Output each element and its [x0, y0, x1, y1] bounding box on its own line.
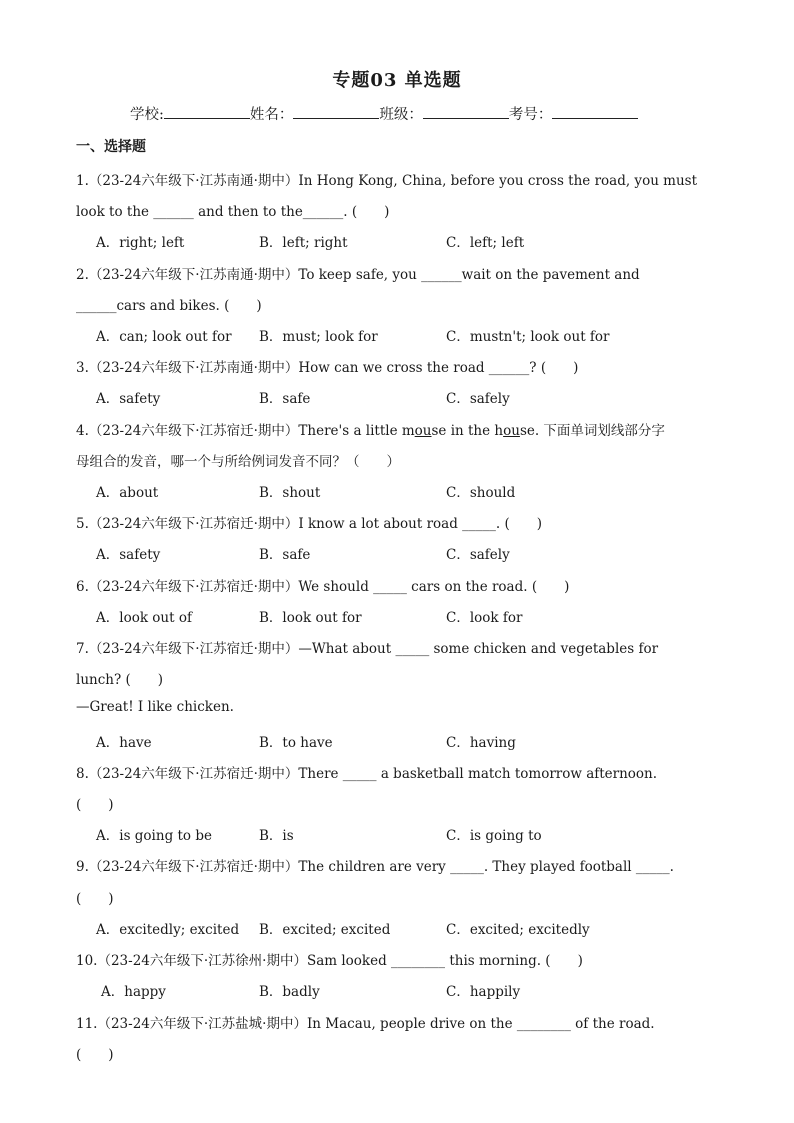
question-6-line-1: 6.（23-24六年级下·江苏宿迁·期中）We should _____ cars on the road. ( )	[76, 579, 570, 595]
question-4-option-b[interactable]: B．shout	[259, 485, 321, 501]
question-11-line-1: 11.（23-24六年级下·江苏盐城·期中）In Macau, people drive on the ________ of the road.	[76, 1016, 655, 1032]
question-2-option-b[interactable]: B．must; look for	[259, 329, 378, 345]
question-6-option-a[interactable]: A．look out of	[96, 610, 192, 626]
question-8-line-1: 8.（23-24六年级下·江苏宿迁·期中）There _____ a basketball match tomorrow afternoon.	[76, 766, 658, 782]
question-6-option-b[interactable]: B．look out for	[259, 610, 362, 626]
question-5-line-1: 5.（23-24六年级下·江苏宿迁·期中）I know a lot about road _____. ( )	[76, 516, 543, 532]
underlined-letters: ou	[414, 423, 432, 439]
question-4-line-2: 母组合的发音，哪一个与所给例词发音不同？（ ）	[76, 454, 400, 470]
question-8-line-2: ( )	[76, 797, 114, 813]
question-1-line-1: 1.（23-24六年级下·江苏南通·期中）In Hong Kong, China, before you cross the road, you must	[76, 173, 698, 189]
section-heading: 一、选择题	[76, 139, 146, 155]
page-title: 专题03 单选题	[332, 70, 462, 91]
question-1-option-a[interactable]: A．right; left	[96, 235, 185, 251]
question-11-line-2: ( )	[76, 1047, 114, 1063]
question-3-option-a[interactable]: A．safety	[96, 391, 161, 407]
question-9-line-1: 9.（23-24六年级下·江苏宿迁·期中）The children are very _____. They played football _____.	[76, 859, 674, 875]
question-2-line-2: ______cars and bikes. ( )	[76, 298, 262, 314]
question-2-option-c[interactable]: C．mustn't; look out for	[446, 329, 610, 345]
question-5-option-a[interactable]: A．safety	[96, 547, 161, 563]
question-2-option-a[interactable]: A．can; look out for	[96, 329, 232, 345]
question-4-text-part: se. 下面单词划线部分字	[519, 423, 665, 439]
underlined-letters: ou	[503, 423, 520, 439]
id-label: 考号：	[508, 107, 553, 123]
question-8-option-b[interactable]: B．is	[259, 828, 294, 844]
question-7-option-c[interactable]: C．having	[446, 735, 516, 751]
question-3-line-1: 3.（23-24六年级下·江苏南通·期中）How can we cross the road ______? ( )	[76, 360, 579, 376]
question-1-line-2: look to the ______ and then to the______. ( )	[76, 204, 390, 220]
question-9-option-a[interactable]: A．excitedly; excited	[96, 922, 240, 938]
question-7-line-3: —Great! I like chicken.	[76, 699, 234, 715]
question-9-line-2: ( )	[76, 891, 114, 907]
question-3-option-c[interactable]: C．safely	[446, 391, 510, 407]
question-8-option-c[interactable]: C．is going to	[446, 828, 542, 844]
question-7-option-b[interactable]: B．to have	[259, 735, 333, 751]
question-6-option-c[interactable]: C．look for	[446, 610, 523, 626]
question-8-option-a[interactable]: A．is going to be	[96, 828, 212, 844]
question-10-option-a[interactable]: A．happy	[101, 984, 166, 1000]
question-4-option-a[interactable]: A．about	[96, 485, 159, 501]
class-blank[interactable]	[423, 104, 509, 119]
question-1-option-c[interactable]: C．left; left	[446, 235, 525, 251]
question-7-line-1: 7.（23-24六年级下·江苏宿迁·期中）—What about _____ some chicken and vegetables for	[76, 641, 659, 657]
question-4-text-part: 4.（23-24六年级下·江苏宿迁·期中）There's a little m	[76, 423, 415, 439]
school-label: 学校:	[130, 107, 164, 123]
question-4-option-c[interactable]: C．should	[446, 485, 516, 501]
question-5-option-c[interactable]: C．safely	[446, 547, 510, 563]
name-blank[interactable]	[293, 104, 379, 119]
school-blank[interactable]	[164, 104, 250, 119]
question-4-line-1	[76, 419, 665, 439]
question-3-option-b[interactable]: B．safe	[259, 391, 311, 407]
question-7-option-a[interactable]: A．have	[96, 735, 152, 751]
question-4-text-part: se in the h	[431, 423, 504, 439]
id-blank[interactable]	[552, 104, 638, 119]
question-10-option-b[interactable]: B．badly	[259, 984, 320, 1000]
question-5-option-b[interactable]: B．safe	[259, 547, 311, 563]
student-info-row	[130, 103, 638, 124]
class-label: 班级：	[379, 107, 423, 123]
question-10-line-1: 10.（23-24六年级下·江苏徐州·期中）Sam looked ________ this morning. ( )	[76, 953, 583, 969]
question-9-option-c[interactable]: C．excited; excitedly	[446, 922, 590, 938]
question-9-option-b[interactable]: B．excited; excited	[259, 922, 391, 938]
question-1-option-b[interactable]: B．left; right	[259, 235, 348, 251]
question-2-line-1: 2.（23-24六年级下·江苏南通·期中）To keep safe, you ______wait on the pavement and	[76, 267, 640, 283]
question-10-option-c[interactable]: C．happily	[446, 984, 521, 1000]
name-label: 姓名：	[249, 107, 294, 123]
question-7-line-2: lunch? ( )	[76, 672, 164, 688]
